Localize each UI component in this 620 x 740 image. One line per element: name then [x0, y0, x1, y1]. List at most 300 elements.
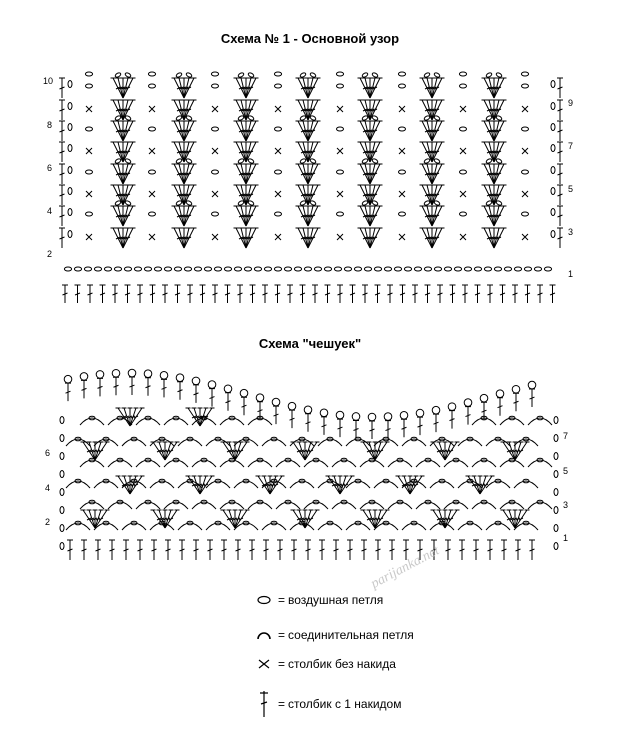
double-crochet-symbol — [200, 285, 206, 303]
chain-arch-symbol — [122, 523, 146, 530]
picot-symbol — [144, 370, 152, 378]
chain-arch-symbol — [304, 502, 328, 509]
double-crochet-symbol — [449, 411, 455, 429]
chain-stitch-icon — [250, 594, 278, 606]
chain-arch-symbol — [262, 439, 286, 446]
double-crochet-symbol — [116, 121, 124, 141]
double-crochet-symbol — [557, 100, 563, 120]
chain-symbol — [372, 72, 379, 78]
chart-2-row-numbers-left — [45, 448, 50, 527]
chain-symbol — [399, 84, 406, 88]
chain-arch-symbol — [192, 502, 216, 509]
chain-symbol — [554, 543, 558, 550]
chain-symbol — [554, 453, 558, 460]
chain-symbol — [164, 267, 171, 271]
chain-arch-symbol — [472, 502, 496, 509]
chain-symbol — [304, 267, 311, 271]
double-crochet-symbol — [475, 285, 481, 303]
chart-1-row-numbers-left — [43, 76, 53, 259]
legend-item-slip: = соединительная петля — [250, 625, 414, 645]
chain-symbol — [60, 435, 64, 442]
chain-arch-symbol — [388, 502, 412, 509]
chart-1-row-numbers-right — [568, 98, 573, 279]
chain-arch-symbol — [500, 502, 524, 509]
double-crochet-symbol — [59, 185, 65, 205]
chain-symbol — [551, 231, 555, 238]
double-crochet-symbol — [262, 285, 268, 303]
double-crochet-symbol — [59, 78, 65, 98]
chain-symbol — [337, 84, 344, 88]
single-crochet-symbol — [522, 234, 528, 240]
single-crochet-symbol — [275, 148, 281, 154]
chain-symbol — [300, 158, 307, 164]
single-crochet-symbol — [149, 191, 155, 197]
chain-arch-symbol — [178, 439, 202, 446]
chain-arch-symbol — [136, 418, 160, 425]
chain-symbol — [244, 267, 251, 271]
chain-symbol — [248, 72, 255, 78]
double-crochet-symbol — [212, 285, 218, 303]
chain-symbol — [184, 267, 191, 271]
chain-arch-symbol — [500, 460, 524, 467]
double-crochet-symbol — [227, 510, 236, 528]
double-crochet-symbol — [425, 228, 433, 248]
double-crochet-symbol — [557, 228, 563, 248]
row-number: 4 — [45, 483, 51, 493]
chain-symbol — [149, 127, 156, 131]
chain-symbol — [144, 267, 151, 271]
single-crochet-symbol — [212, 106, 218, 112]
picot-symbol — [128, 369, 136, 377]
double-crochet-symbol — [193, 540, 199, 560]
double-crochet-symbol — [116, 78, 124, 98]
chain-arch-symbol — [150, 481, 174, 488]
chain-symbol — [544, 267, 551, 271]
double-crochet-symbol — [123, 540, 129, 560]
chain-symbol — [521, 72, 528, 76]
double-crochet-symbol — [225, 393, 231, 411]
chain-symbol — [174, 267, 181, 271]
chain-arch-symbol — [206, 523, 230, 530]
double-crochet-symbol — [289, 410, 295, 428]
double-crochet-symbol — [353, 420, 359, 438]
double-crochet-symbol — [145, 378, 151, 396]
chain-symbol — [176, 72, 183, 78]
double-crochet-symbol — [363, 228, 371, 248]
double-crochet-symbol — [361, 540, 367, 560]
chain-symbol — [248, 158, 255, 164]
chain-symbol — [474, 267, 481, 271]
double-crochet-symbol — [425, 121, 433, 141]
double-crochet-symbol — [192, 408, 201, 426]
legend-item-dc: = столбик с 1 накидом — [250, 694, 401, 714]
double-crochet-symbol — [207, 540, 213, 560]
double-crochet-symbol — [297, 442, 306, 460]
chain-symbol — [464, 267, 471, 271]
double-crochet-symbol — [425, 285, 431, 303]
double-crochet-symbol — [537, 285, 543, 303]
chain-arch-symbol — [346, 439, 370, 446]
double-crochet-symbol — [193, 385, 199, 403]
double-crochet-symbol — [389, 540, 395, 560]
chain-symbol — [68, 188, 72, 195]
chain-symbol — [399, 170, 406, 174]
single-crochet-icon — [250, 657, 278, 671]
chain-arch-symbol — [416, 460, 440, 467]
chain-symbol — [459, 72, 466, 76]
chain-arch-symbol — [430, 481, 454, 488]
double-crochet-symbol — [487, 285, 493, 303]
slip-stitch-icon — [250, 629, 278, 641]
double-crochet-symbol — [487, 164, 495, 184]
double-crochet-symbol — [459, 540, 465, 560]
chain-symbol — [324, 267, 331, 271]
chain-symbol — [214, 267, 221, 271]
double-crochet-symbol — [363, 206, 371, 226]
double-crochet-symbol — [100, 285, 106, 303]
double-crochet-symbol — [277, 540, 283, 560]
single-crochet-symbol — [275, 234, 281, 240]
chain-arch-symbol — [528, 418, 552, 425]
chain-arch-symbol — [206, 439, 230, 446]
chain-arch-symbol — [248, 460, 272, 467]
chain-arch-symbol — [402, 439, 426, 446]
double-crochet-symbol — [337, 285, 343, 303]
chain-symbol — [104, 267, 111, 271]
picot-symbol — [384, 413, 392, 421]
double-crochet-symbol — [157, 442, 166, 460]
double-crochet-symbol — [87, 442, 96, 460]
double-crochet-symbol — [515, 540, 521, 560]
double-crochet-symbol — [65, 383, 71, 401]
single-crochet-symbol — [460, 106, 466, 112]
single-crochet-symbol — [212, 234, 218, 240]
chain-symbol — [454, 267, 461, 271]
chain-arch-symbol — [164, 418, 188, 425]
chain-symbol — [504, 267, 511, 271]
chain-symbol — [149, 170, 156, 174]
double-crochet-symbol — [362, 285, 368, 303]
double-crochet-symbol — [387, 285, 393, 303]
chain-symbol — [314, 267, 321, 271]
double-crochet-symbol — [487, 228, 495, 248]
chain-arch-symbol — [332, 460, 356, 467]
row-number: 7 — [568, 141, 574, 151]
chain-symbol — [68, 124, 72, 131]
single-crochet-symbol — [212, 191, 218, 197]
double-crochet-symbol — [481, 402, 487, 420]
chain-symbol — [551, 167, 555, 174]
double-crochet-symbol — [385, 421, 391, 439]
chain-symbol — [460, 212, 467, 216]
chain-symbol — [551, 103, 555, 110]
row-number: 1 — [563, 533, 569, 543]
double-crochet-symbol — [157, 510, 166, 528]
chain-symbol — [224, 267, 231, 271]
double-crochet-symbol — [301, 228, 309, 248]
picot-symbol — [112, 369, 120, 377]
double-crochet-symbol — [263, 540, 269, 560]
chain-arch-symbol — [528, 460, 552, 467]
double-crochet-symbol — [122, 476, 131, 494]
double-crochet-symbol — [465, 407, 471, 425]
double-crochet-symbol — [95, 540, 101, 560]
double-crochet-symbol — [116, 206, 124, 226]
single-crochet-symbol — [337, 148, 343, 154]
double-crochet-symbol — [417, 417, 423, 435]
double-crochet-symbol — [501, 540, 507, 560]
chain-arch-symbol — [122, 439, 146, 446]
chain-arch-symbol — [66, 439, 90, 446]
chain-symbol — [551, 81, 555, 88]
chain-symbol — [238, 158, 245, 164]
picot-symbol — [224, 385, 232, 393]
double-crochet-symbol — [235, 540, 241, 560]
picot-symbol — [176, 374, 184, 382]
picot-symbol — [160, 372, 168, 380]
double-crochet-symbol — [425, 164, 433, 184]
row-number: 6 — [45, 448, 51, 458]
picot-symbol — [272, 398, 280, 406]
chain-symbol — [85, 72, 92, 76]
chain-symbol — [399, 212, 406, 216]
chain-symbol — [86, 127, 93, 131]
double-crochet-symbol — [175, 285, 181, 303]
single-crochet-symbol — [522, 148, 528, 154]
chain-symbol — [494, 267, 501, 271]
double-crochet-symbol — [363, 164, 371, 184]
double-crochet-symbol — [557, 78, 563, 98]
double-crochet-symbol — [109, 540, 115, 560]
double-crochet-symbol — [297, 510, 306, 528]
chain-arch-symbol — [290, 481, 314, 488]
chain-symbol — [186, 158, 193, 164]
chain-symbol — [424, 267, 431, 271]
chain-arch-symbol — [206, 481, 230, 488]
chain-symbol — [254, 267, 261, 271]
chain-symbol — [336, 72, 343, 76]
double-crochet-symbol — [557, 206, 563, 226]
single-crochet-symbol — [522, 106, 528, 112]
double-crochet-symbol — [129, 377, 135, 395]
legend-label: столбик без накида — [288, 657, 396, 671]
single-crochet-symbol — [149, 106, 155, 112]
chain-symbol — [125, 72, 132, 78]
chain-arch-symbol — [304, 460, 328, 467]
single-crochet-symbol — [86, 234, 92, 240]
double-crochet-symbol — [301, 78, 309, 98]
chain-arch-symbol — [318, 523, 342, 530]
chain-arch-symbol — [80, 418, 104, 425]
double-crochet-symbol — [363, 121, 371, 141]
legend-item-sc: = столбик без накида — [250, 654, 396, 674]
chain-arch-symbol — [472, 460, 496, 467]
double-crochet-symbol — [557, 142, 563, 162]
double-crochet-symbol — [59, 142, 65, 162]
chain-symbol — [344, 267, 351, 271]
chain-symbol — [310, 72, 317, 78]
double-crochet-symbol — [249, 540, 255, 560]
double-crochet-symbol — [59, 206, 65, 226]
chain-symbol — [264, 267, 271, 271]
double-crochet-symbol — [225, 285, 231, 303]
chain-arch-symbol — [178, 523, 202, 530]
chain-arch-symbol — [346, 523, 370, 530]
chain-symbol — [364, 267, 371, 271]
row-number: 3 — [568, 227, 574, 237]
chain-symbol — [125, 158, 132, 164]
double-crochet-symbol — [59, 164, 65, 184]
chain-symbol — [211, 72, 218, 76]
double-crochet-symbol — [550, 285, 556, 303]
chain-symbol — [404, 267, 411, 271]
single-crochet-symbol — [460, 234, 466, 240]
chain-symbol — [154, 267, 161, 271]
chain-symbol — [486, 158, 493, 164]
chain-symbol — [212, 212, 219, 216]
double-crochet-symbol — [507, 510, 516, 528]
double-crochet-symbol — [125, 285, 131, 303]
double-crochet-symbol — [319, 540, 325, 560]
double-crochet-symbol — [525, 285, 531, 303]
chain-arch-symbol — [192, 460, 216, 467]
chain-symbol — [551, 209, 555, 216]
double-crochet-symbol — [116, 164, 124, 184]
chain-symbol — [300, 72, 307, 78]
double-crochet-symbol — [363, 78, 371, 98]
chain-symbol — [86, 170, 93, 174]
chain-symbol — [94, 267, 101, 271]
picot-symbol — [432, 406, 440, 414]
chain-symbol — [554, 525, 558, 532]
double-crochet-symbol — [241, 397, 247, 415]
chain-arch-symbol — [276, 460, 300, 467]
double-crochet-symbol — [401, 419, 407, 437]
chain-symbol — [374, 267, 381, 271]
double-crochet-symbol — [367, 442, 376, 460]
chain-symbol — [68, 167, 72, 174]
chain-symbol — [74, 267, 81, 271]
double-crochet-symbol — [305, 414, 311, 432]
chain-symbol — [522, 84, 529, 88]
double-crochet-symbol — [557, 121, 563, 141]
chain-symbol — [60, 453, 64, 460]
chain-symbol — [124, 267, 131, 271]
row-number: 2 — [45, 517, 51, 527]
picot-symbol — [304, 406, 312, 414]
chain-symbol — [60, 543, 64, 550]
double-crochet-symbol — [59, 121, 65, 141]
double-crochet-icon — [250, 689, 278, 719]
legend-label: соединительная петля — [288, 628, 414, 642]
single-crochet-symbol — [337, 234, 343, 240]
chain-arch-symbol — [136, 460, 160, 467]
double-crochet-symbol — [87, 510, 96, 528]
chain-arch-symbol — [332, 502, 356, 509]
single-crochet-symbol — [399, 234, 405, 240]
chain-symbol — [337, 212, 344, 216]
chain-symbol — [372, 158, 379, 164]
chain-symbol — [204, 267, 211, 271]
chain-arch-symbol — [528, 502, 552, 509]
chain-symbol — [294, 267, 301, 271]
double-crochet-symbol — [312, 285, 318, 303]
double-crochet-symbol — [273, 406, 279, 424]
chain-symbol — [60, 507, 64, 514]
double-crochet-symbol — [179, 540, 185, 560]
chart-1-diagram — [0, 0, 620, 320]
chain-arch-symbol — [458, 439, 482, 446]
chain-symbol — [84, 267, 91, 271]
double-crochet-symbol — [337, 419, 343, 437]
chain-symbol — [514, 267, 521, 271]
chain-arch-symbol — [416, 502, 440, 509]
row-number: 7 — [563, 431, 569, 441]
double-crochet-symbol — [221, 540, 227, 560]
chain-arch-symbol — [108, 502, 132, 509]
chart-2-title: Схема "чешуек" — [258, 336, 362, 351]
chain-arch-symbol — [444, 460, 468, 467]
row-number: 5 — [568, 184, 574, 194]
double-crochet-symbol — [437, 285, 443, 303]
picot-symbol — [80, 373, 88, 381]
double-crochet-symbol — [177, 382, 183, 400]
chain-symbol — [554, 417, 558, 424]
chain-symbol — [524, 267, 531, 271]
chain-arch-symbol — [374, 481, 398, 488]
double-crochet-symbol — [487, 78, 495, 98]
chain-symbol — [186, 72, 193, 78]
legend-label: воздушная петля — [288, 593, 384, 607]
chain-symbol — [486, 72, 493, 78]
chain-symbol — [68, 103, 72, 110]
double-crochet-symbol — [437, 442, 446, 460]
double-crochet-symbol — [177, 206, 185, 226]
chain-arch-symbol — [66, 481, 90, 488]
chart-2-diagram — [0, 350, 620, 590]
chain-arch-symbol — [80, 502, 104, 509]
chain-symbol — [148, 72, 155, 76]
chain-symbol — [68, 231, 72, 238]
chain-arch-symbol — [262, 523, 286, 530]
chain-symbol — [212, 127, 219, 131]
double-crochet-symbol — [497, 398, 503, 416]
chain-symbol — [434, 72, 441, 78]
chain-arch-symbol — [486, 439, 510, 446]
double-crochet-symbol — [473, 540, 479, 560]
chain-symbol — [460, 84, 467, 88]
chain-arch-symbol — [276, 502, 300, 509]
double-crochet-symbol — [250, 285, 256, 303]
chain-symbol — [399, 127, 406, 131]
chain-symbol — [68, 81, 72, 88]
chain-symbol — [362, 72, 369, 78]
picot-symbol — [352, 413, 360, 421]
chain-arch-symbol — [164, 502, 188, 509]
chain-symbol — [484, 267, 491, 271]
picot-symbol — [208, 381, 216, 389]
single-crochet-symbol — [149, 148, 155, 154]
single-crochet-symbol — [275, 106, 281, 112]
chain-symbol — [424, 158, 431, 164]
double-crochet-symbol — [437, 510, 446, 528]
double-crochet-symbol — [529, 540, 535, 560]
double-crochet-symbol — [487, 206, 495, 226]
chain-arch-symbol — [108, 460, 132, 467]
picot-symbol — [496, 390, 504, 398]
row-number: 1 — [568, 269, 574, 279]
double-crochet-symbol — [165, 540, 171, 560]
